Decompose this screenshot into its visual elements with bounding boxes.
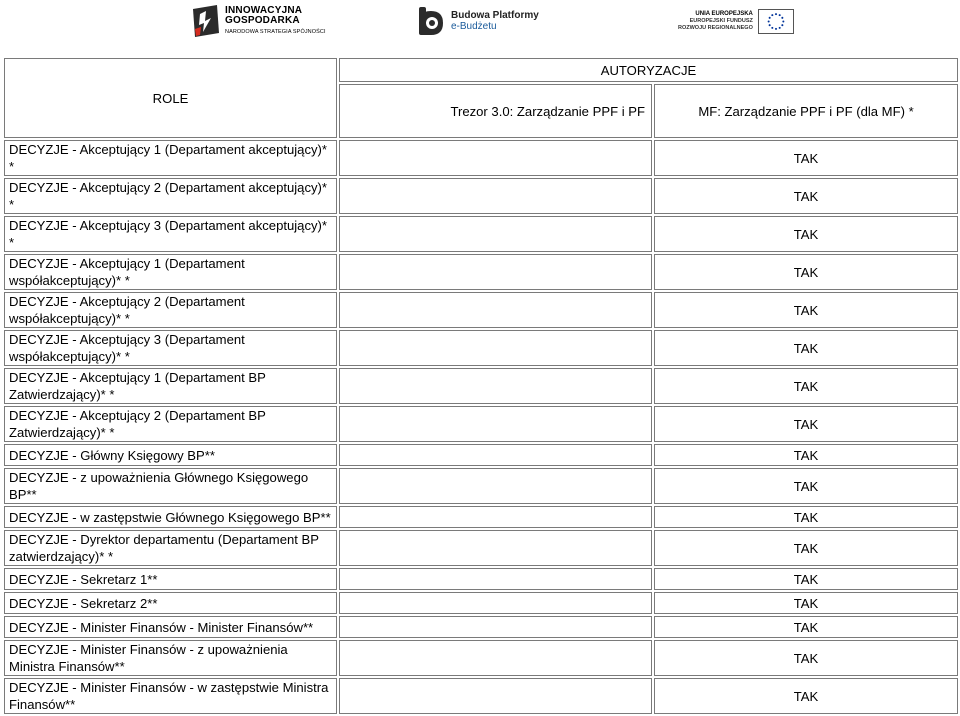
trezor-cell	[339, 468, 652, 504]
column-header-trezor: Trezor 3.0: Zarządzanie PPF i PF	[339, 84, 652, 138]
mf-value-cell: TAK	[654, 292, 958, 328]
logo-text-line: UNIA EUROPEJSKA	[695, 10, 753, 17]
role-cell: DECYZJE - Minister Finansów - w zastępstwie Ministra Finansów**	[4, 678, 337, 714]
mf-value-cell: TAK	[654, 530, 958, 566]
trezor-cell	[339, 178, 652, 214]
table-row	[4, 254, 958, 290]
trezor-cell	[339, 368, 652, 404]
role-cell: DECYZJE - Akceptujący 2 (Departament akceptujący)* *	[4, 178, 337, 214]
table-row	[4, 678, 958, 714]
table-row	[4, 178, 958, 214]
mf-value-cell: TAK	[654, 406, 958, 442]
column-header-mf: MF: Zarządzanie PPF i PF (dla MF) *	[654, 84, 958, 138]
mf-value-cell: TAK	[654, 640, 958, 676]
trezor-cell	[339, 592, 652, 614]
role-cell: DECYZJE - Minister Finansów - Minister Finansów**	[4, 616, 337, 638]
innowacyjna-gospodarka-icon	[193, 5, 219, 37]
role-cell: DECYZJE - Akceptujący 1 (Departament BP Zatwierdzający)* *	[4, 368, 337, 404]
mf-value-cell: TAK	[654, 468, 958, 504]
role-cell: DECYZJE - Akceptujący 1 (Departament współakceptujący)* *	[4, 254, 337, 290]
table-row	[4, 640, 958, 676]
mf-value-cell: TAK	[654, 254, 958, 290]
role-cell: DECYZJE - Sekretarz 1**	[4, 568, 337, 590]
mf-value-cell: TAK	[654, 140, 958, 176]
trezor-cell	[339, 292, 652, 328]
role-cell: DECYZJE - Akceptujący 3 (Departament akceptujący)* *	[4, 216, 337, 252]
table-row	[4, 406, 958, 442]
roles-authorization-table	[2, 56, 960, 716]
mf-value-cell: TAK	[654, 178, 958, 214]
table-row	[4, 216, 958, 252]
mf-value-cell: TAK	[654, 616, 958, 638]
table-row	[4, 616, 958, 638]
table-row	[4, 468, 958, 504]
role-cell: DECYZJE - z upoważnienia Głównego Księgowego BP**	[4, 468, 337, 504]
logo-bar	[0, 0, 960, 44]
mf-value-cell: TAK	[654, 568, 958, 590]
mf-value-cell: TAK	[654, 330, 958, 366]
table-row	[4, 530, 958, 566]
trezor-cell	[339, 216, 652, 252]
logo-text-line: NARODOWA STRATEGIA SPÓJNOŚCI	[225, 28, 326, 35]
column-header-role: ROLE	[4, 58, 337, 138]
trezor-cell	[339, 640, 652, 676]
logo-text-line: e-Budżetu	[451, 21, 497, 32]
unia-europejska-logo	[678, 2, 794, 40]
trezor-cell	[339, 406, 652, 442]
mf-value-cell: TAK	[654, 678, 958, 714]
mf-value-cell: TAK	[654, 592, 958, 614]
logo-text-line: Budowa Platformy	[451, 10, 539, 21]
role-cell: DECYZJE - Akceptujący 3 (Departament współakceptujący)* *	[4, 330, 337, 366]
trezor-cell	[339, 506, 652, 528]
trezor-cell	[339, 140, 652, 176]
role-cell: DECYZJE - Główny Księgowy BP**	[4, 444, 337, 466]
innowacyjna-gospodarka-logo	[193, 2, 326, 40]
role-cell: DECYZJE - Minister Finansów - z upoważnienia Ministra Finansów**	[4, 640, 337, 676]
role-cell: DECYZJE - Akceptujący 1 (Departament akceptujący)* *	[4, 140, 337, 176]
mf-value-cell: TAK	[654, 216, 958, 252]
table-row	[4, 444, 958, 466]
table-row	[4, 368, 958, 404]
trezor-cell	[339, 678, 652, 714]
table-row	[4, 506, 958, 528]
table-row	[4, 140, 958, 176]
column-header-authorizations: AUTORYZACJE	[339, 58, 958, 82]
eu-flag-icon	[758, 9, 794, 34]
trezor-cell	[339, 616, 652, 638]
logo-text-line: INNOWACYJNA	[225, 4, 303, 16]
role-cell: DECYZJE - Akceptujący 2 (Departament BP Zatwierdzający)* *	[4, 406, 337, 442]
budowa-platformy-logo	[418, 2, 539, 40]
table-row	[4, 568, 958, 590]
logo-text-line: ROZWOJU REGIONALNEGO	[678, 24, 753, 31]
table-row	[4, 592, 958, 614]
role-cell: DECYZJE - Akceptujący 2 (Departament współakceptujący)* *	[4, 292, 337, 328]
role-cell: DECYZJE - w zastępstwie Głównego Księgowego BP**	[4, 506, 337, 528]
trezor-cell	[339, 568, 652, 590]
role-cell: DECYZJE - Dyrektor departamentu (Departament BP zatwierdzający)* *	[4, 530, 337, 566]
logo-text-line: EUROPEJSKI FUNDUSZ	[689, 17, 753, 24]
trezor-cell	[339, 330, 652, 366]
trezor-cell	[339, 530, 652, 566]
table-header-row	[4, 58, 958, 82]
mf-value-cell: TAK	[654, 368, 958, 404]
trezor-cell	[339, 254, 652, 290]
logo-text-line: GOSPODARKA	[225, 14, 300, 26]
trezor-cell	[339, 444, 652, 466]
table-row	[4, 292, 958, 328]
role-cell: DECYZJE - Sekretarz 2**	[4, 592, 337, 614]
budowa-platformy-icon	[418, 6, 445, 36]
mf-value-cell: TAK	[654, 506, 958, 528]
mf-value-cell: TAK	[654, 444, 958, 466]
table-row	[4, 330, 958, 366]
